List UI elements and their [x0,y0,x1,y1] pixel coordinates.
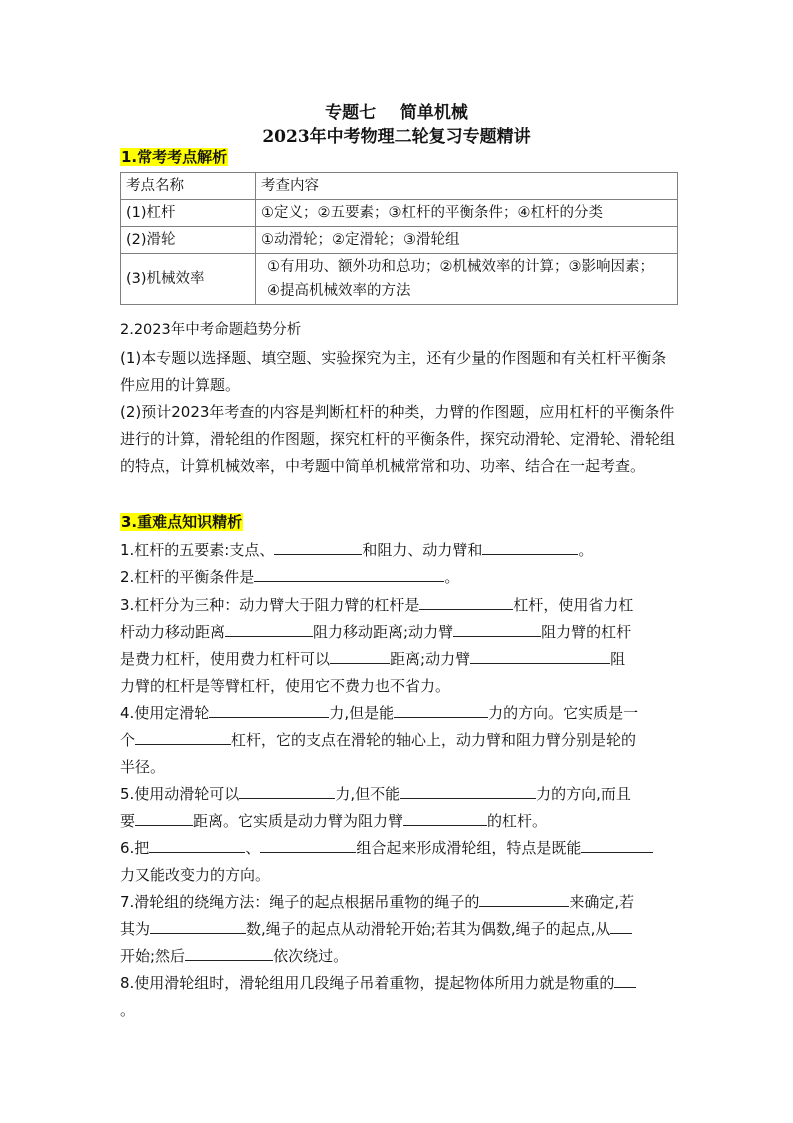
fill-blank[interactable] [581,851,653,853]
question-line [120,727,676,754]
fill-blank[interactable] [403,824,487,826]
question-text: 力臂的杠杆是等臂杠杆，使用它不费力也不省力。 [120,677,451,695]
fill-blank[interactable] [453,635,541,637]
question-text: 杆动力移动距离 [120,623,226,641]
table-cell-name: (3)机械效率 [121,254,256,305]
question-text: 开始;然后 [120,947,186,965]
section-heading-3 [120,512,243,532]
question-text: 阻力移动距离;动力臂 [313,623,454,641]
question-text: 要 [120,812,136,830]
question-line [120,754,676,781]
question-text: 2.杠杆的平衡条件是 [120,568,255,586]
question-line [120,808,676,835]
question-7 [120,889,676,970]
section-heading-1-text: 1.常考考点解析 [121,148,228,166]
question-8 [120,970,676,1024]
question-text: 。 [444,568,460,586]
question-line [120,592,676,619]
question-text: 个 [120,731,136,749]
page-subtitle: 2023年中考物理二轮复习专题精讲 [262,127,531,147]
section-heading-2: 2.2023年中考命题趋势分析 [120,322,302,338]
question-text: 6.把 [120,839,150,857]
fill-blank[interactable] [330,662,390,664]
question-text: 数,绳子的起点从动滑轮开始;若其为偶数,绳子的起点,从 [246,920,611,938]
question-line [120,673,676,700]
page-title: 专题七 简单机械 [325,103,468,123]
table-row [121,200,678,227]
question-text: 距离;动力臂 [390,650,471,668]
question-text: 依次绕过。 [273,947,349,965]
question-6 [120,835,676,889]
fill-blank[interactable] [239,797,335,799]
fill-blank[interactable] [149,851,245,853]
fill-blank[interactable] [209,716,329,718]
question-text: 来确定,若 [569,893,635,911]
question-text: 杠杆，使用省力杠 [513,596,634,614]
question-text: 阻 [610,650,626,668]
question-text: 杠杆，它的支点在滑轮的轴心上，动力臂和阻力臂分别是轮的 [231,731,637,749]
question-line [120,889,676,916]
table-header-row [121,173,678,200]
fill-blank[interactable] [419,608,513,610]
question-text: 距离。它实质是动力臂为阻力臂 [193,812,404,830]
fill-blank[interactable] [482,553,578,555]
fill-blank[interactable] [185,959,273,961]
fill-blank[interactable] [400,797,536,799]
exam-points-table [120,172,678,305]
question-line [120,943,676,970]
fill-blank[interactable] [254,580,444,582]
question-line [120,835,676,862]
section-heading-1 [120,147,228,167]
fill-blank[interactable] [394,716,488,718]
question-line [120,997,676,1024]
question-line [120,862,676,889]
paragraph-1: (1)本专题以选择题、填空题、实验探究为主，还有少量的作图题和有关杠杆平衡条件应用的计算题。 [120,349,667,394]
table-cell-content [256,254,678,305]
question-text: 力又能改变力的方向。 [120,866,271,884]
question-text: 的杠杆。 [487,812,548,830]
question-line [120,916,676,943]
paragraph-2: (2)预计2023年考查的内容是判断杠杆的种类，力臂的作图题，应用杠杆的平衡条件进行的计算，滑轮组的作图题，探究杠杆的平衡条件，探究动滑轮、定滑轮、滑轮组的特点，计算机械效率，中考题中简单机械常常和功、功率、结合在一起考查。 [120,403,676,475]
question-text: 力,但不能 [335,785,401,803]
question-1 [120,537,676,564]
question-5 [120,781,676,835]
fill-blank[interactable] [610,932,632,934]
table-row [121,254,678,305]
question-text: 组合起来形成滑轮组，特点是既能 [356,839,582,857]
question-text: 是费力杠杆，使用费力杠杆可以 [120,650,331,668]
fill-blank[interactable] [225,635,313,637]
question-text: 阻力臂的杠杆 [541,623,632,641]
question-text: 、 [245,839,261,857]
fill-blank[interactable] [479,905,569,907]
fill-blank[interactable] [614,986,636,988]
question-text: 力的方向,而且 [536,785,631,803]
question-text: 8.使用滑轮组时，滑轮组用几段绳子吊着重物，提起物体所用力就是物重的 [120,974,615,992]
question-line [120,970,676,997]
table-cell-name: (2)滑轮 [121,227,256,254]
question-text: 力,但是能 [329,704,395,722]
question-text: 和阻力、动力臂和 [362,541,483,559]
table-cell-content: ①定义；②五要素；③杠杆的平衡条件；④杠杆的分类 [256,200,678,227]
fill-blank[interactable] [274,553,362,555]
fill-blank[interactable] [470,662,610,664]
fill-blank[interactable] [260,851,356,853]
question-4 [120,700,676,781]
fill-blank[interactable] [135,824,193,826]
table-row [121,227,678,254]
question-text: 1.杠杆的五要素:支点、 [120,541,275,559]
table-header-cell: 考点名称 [121,173,256,200]
question-text: 力的方向。它实质是一 [488,704,639,722]
question-text: 3.杠杆分为三种：动力臂大于阻力臂的杠杆是 [120,596,420,614]
question-line [120,781,676,808]
question-text: 5.使用动滑轮可以 [120,785,240,803]
fill-blank[interactable] [135,743,231,745]
question-text: 。 [120,1001,136,1019]
table-cell-content: ①动滑轮；②定滑轮；③滑轮组 [256,227,678,254]
question-text: 半径。 [120,758,166,776]
question-text: 其为 [120,920,151,938]
question-line [120,646,676,673]
question-line [120,619,676,646]
question-3 [120,592,676,700]
question-line [120,700,676,727]
table-cell-line: ④提高机械效率的方法 [267,283,411,299]
question-text: 7.滑轮组的绕绳方法：绳子的起点根据吊重物的绳子的 [120,893,480,911]
section-heading-3-text: 3.重难点知识精析 [121,513,243,531]
table-cell-line: ①有用功、额外功和总功；②机械效率的计算；③影响因素； [267,259,654,275]
table-header-cell: 考查内容 [256,173,678,200]
question-text: 。 [578,541,594,559]
question-2 [120,564,676,591]
fill-blank[interactable] [150,932,246,934]
table-cell-name: (1)杠杆 [121,200,256,227]
question-text: 4.使用定滑轮 [120,704,210,722]
